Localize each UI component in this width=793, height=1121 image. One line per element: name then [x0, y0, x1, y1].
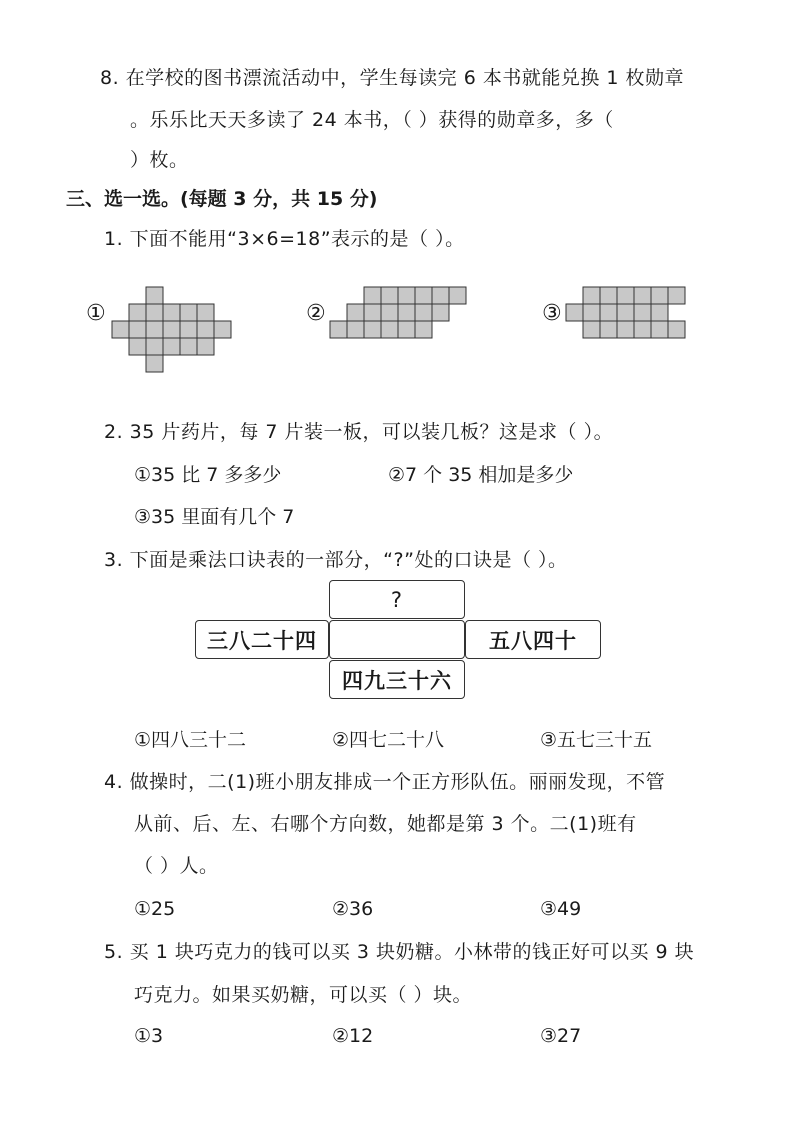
q8-line2: 。乐乐比天天多读了 24 本书，（ ）获得的勋章多，多（: [130, 109, 614, 131]
grid-cell: [163, 304, 180, 321]
grid-cell: [146, 355, 163, 372]
q4-option-1[interactable]: ①25: [134, 898, 176, 920]
grid-cell: [347, 304, 364, 321]
grid-cell: [197, 321, 214, 338]
q1-figure3-label: ③: [542, 301, 562, 326]
grid-cell: [146, 287, 163, 304]
q5-option-1[interactable]: ①3: [134, 1025, 164, 1047]
grid-cell: [600, 287, 617, 304]
grid-cell: [364, 287, 381, 304]
section-title: 三、选一选。(每题 3 分，共 15 分): [66, 188, 378, 210]
q4-option-2[interactable]: ②36: [332, 898, 374, 920]
grid-cell: [129, 321, 146, 338]
grid-cell: [163, 321, 180, 338]
q5-option-2[interactable]: ②12: [332, 1025, 374, 1047]
q1-figure2-label: ②: [306, 301, 326, 326]
grid-cell: [129, 338, 146, 355]
grid-cell: [398, 287, 415, 304]
grid-cell: [651, 304, 668, 321]
q5-line1: 5. 买 1 块巧克力的钱可以买 3 块奶糖。小林带的钱正好可以买 9 块: [104, 941, 695, 963]
grid-cell: [129, 304, 146, 321]
grid-cell: [330, 321, 347, 338]
q1-figure1-label: ①: [86, 301, 106, 326]
q5-option-3[interactable]: ③27: [540, 1025, 582, 1047]
grid-cell: [415, 321, 432, 338]
grid-cell: [432, 304, 449, 321]
q8-line3: ）枚。: [130, 149, 189, 171]
q2-option-3[interactable]: ③35 里面有几个 7: [134, 506, 295, 528]
grid-cell: [415, 287, 432, 304]
q3-option-1[interactable]: ①四八三十二: [134, 729, 247, 751]
grid-cell: [146, 304, 163, 321]
grid-cell: [180, 304, 197, 321]
grid-cell: [600, 321, 617, 338]
q1-text: 1. 下面不能用“3×6=18”表示的是（ ）。: [104, 228, 465, 250]
q3-option-2[interactable]: ②四七二十八: [332, 729, 445, 751]
grid-cell: [381, 304, 398, 321]
grid-cell: [583, 304, 600, 321]
grid-cell: [634, 287, 651, 304]
q4-line1: 4. 做操时，二(1)班小朋友排成一个正方形队伍。丽丽发现，不管: [104, 771, 666, 793]
grid-cell: [432, 287, 449, 304]
grid-cell: [566, 304, 583, 321]
grid-cell: [347, 321, 364, 338]
grid-cell: [583, 321, 600, 338]
grid-cell: [146, 321, 163, 338]
grid-cell: [449, 287, 466, 304]
grid-cell: [381, 321, 398, 338]
grid-cell: [668, 287, 685, 304]
grid-cell: [180, 321, 197, 338]
q2-option-1[interactable]: ①35 比 7 多多少: [134, 464, 282, 486]
grid-cell: [600, 304, 617, 321]
grid-cell: [364, 321, 381, 338]
grid-cell: [651, 287, 668, 304]
grid-cell: [398, 321, 415, 338]
grid-cell: [163, 338, 180, 355]
q4-line3: （ ）人。: [134, 855, 219, 877]
q2-text: 2. 35 片药片，每 7 片装一板，可以装几板？这是求（ ）。: [104, 421, 614, 443]
q3-box-center: [329, 620, 465, 659]
q2-option-2[interactable]: ②7 个 35 相加是多少: [388, 464, 574, 486]
grid-cell: [180, 338, 197, 355]
grid-cell: [583, 287, 600, 304]
grid-cell: [651, 321, 668, 338]
grid-cell: [214, 321, 231, 338]
grid-cell: [415, 304, 432, 321]
q3-box-left: 三八二十四: [195, 620, 329, 659]
grid-cell: [381, 287, 398, 304]
q4-option-3[interactable]: ③49: [540, 898, 582, 920]
grid-cell: [364, 304, 381, 321]
q5-line2: 巧克力。如果买奶糖，可以买（ ）块。: [134, 984, 473, 1006]
q3-box-top: ?: [329, 580, 465, 619]
grid-cell: [197, 304, 214, 321]
q8-line1: 8. 在学校的图书漂流活动中，学生每读完 6 本书就能兑换 1 枚勋章: [100, 67, 685, 89]
grid-cell: [146, 338, 163, 355]
q3-box-bottom: 四九三十六: [329, 660, 465, 699]
q4-line2: 从前、后、左、右哪个方向数，她都是第 3 个。二(1)班有: [134, 813, 637, 835]
grid-cell: [634, 321, 651, 338]
q3-text: 3. 下面是乘法口诀表的一部分，“?”处的口诀是（ ）。: [104, 549, 568, 571]
grid-cell: [617, 321, 634, 338]
grid-cell: [398, 304, 415, 321]
grid-cell: [617, 287, 634, 304]
grid-cell: [197, 338, 214, 355]
q3-box-right: 五八四十: [465, 620, 601, 659]
q3-option-3[interactable]: ③五七三十五: [540, 729, 653, 751]
grid-cell: [112, 321, 129, 338]
grid-cell: [634, 304, 651, 321]
grid-cell: [668, 321, 685, 338]
grid-cell: [617, 304, 634, 321]
